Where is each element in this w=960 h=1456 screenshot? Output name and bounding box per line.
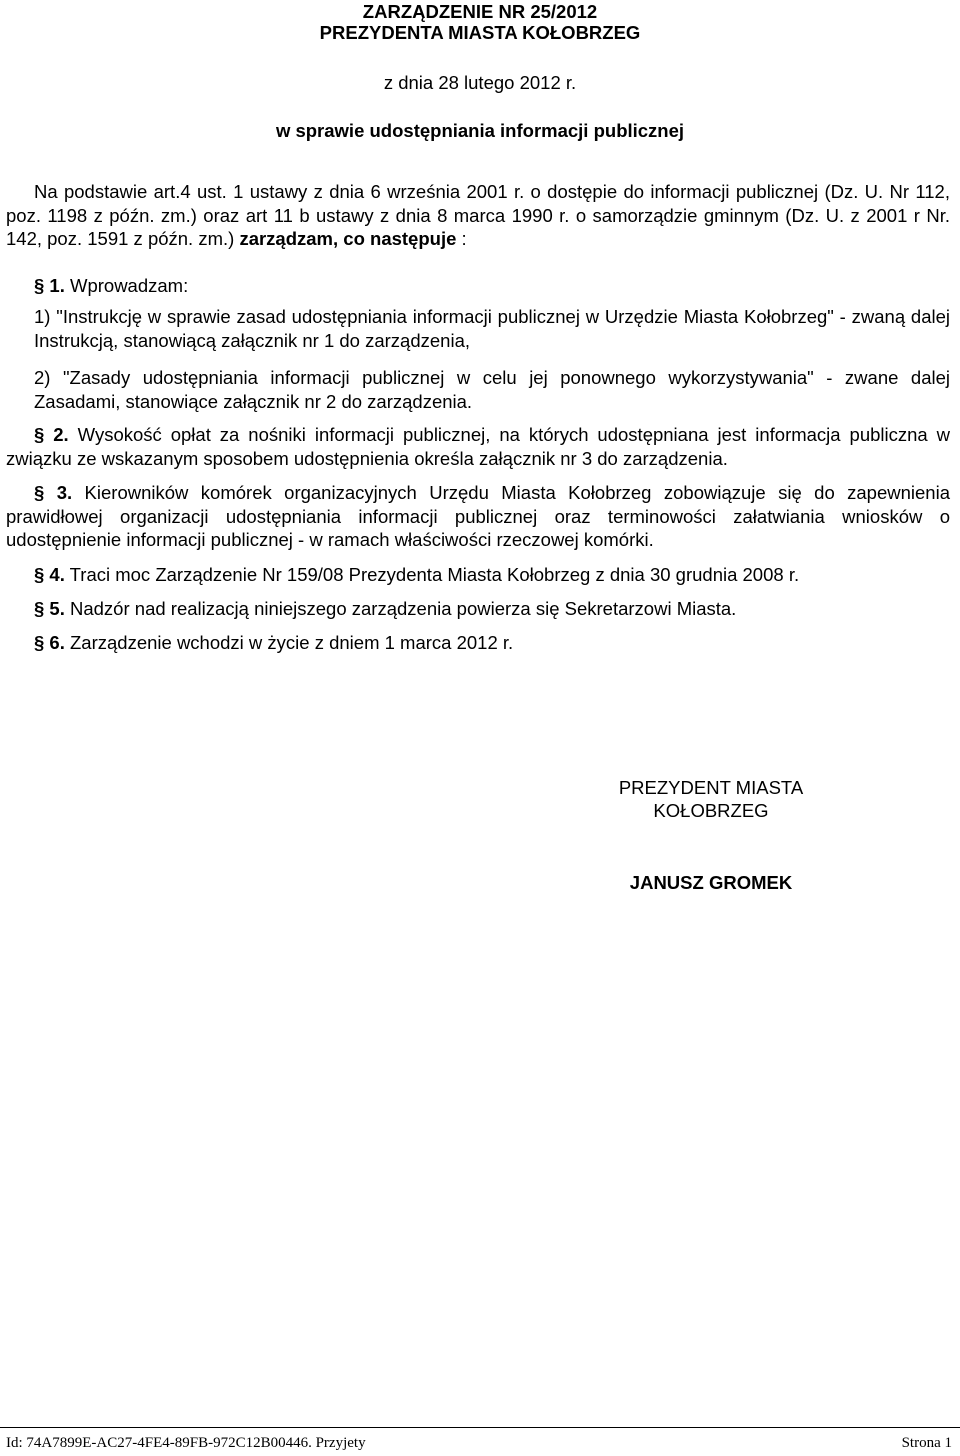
preamble-text: Na podstawie art.4 ust. 1 ustawy z dnia 6 września 2001 r. o dostępie do informacji publicznej (Dz. U. Nr 112, poz. 1198 z późn. zm.) oraz art 11 b ustawy z dnia 8 marca 1990 r. o samorządzie gminnym (Dz. U. z 2001 r Nr. 142, poz. 1591 z późn. zm.) xyxy=(6,181,950,249)
section-6 xyxy=(34,631,950,655)
section-5-text: Nadzór nad realizacją niniejszego zarządzenia powierza się Sekretarzowi Miasta. xyxy=(64,598,737,619)
signature-title-line1: PREZYDENT MIASTA xyxy=(618,777,804,798)
section-3-text: Kierowników komórek organizacyjnych Urzędu Miasta Kołobrzeg zobowiązuje się do zapewnienia prawidłowej organizacji udostępniania informacji publicznej oraz terminowości załatwiania wniosków o udostępnienie informacji publicznej - w ramach właściwości rzeczowej komórki. xyxy=(6,482,950,550)
preamble-bold: zarządzam, co następuje xyxy=(239,228,457,249)
section-1 xyxy=(34,274,950,298)
section-1-item-1: 1) "Instrukcję w sprawie zasad udostępniania informacji publicznej w Urzędzie Miasta Kołobrzeg" - zwaną dalej Instrukcją, stanowiącą załącznik nr 1 do zarządzenia, xyxy=(34,306,950,351)
section-4-number: § 4. xyxy=(34,564,65,585)
section-5 xyxy=(34,597,950,621)
section-5-number: § 5. xyxy=(34,598,65,619)
document-title-line1: ZARZĄDZENIE NR 25/2012 xyxy=(362,1,598,22)
footer-divider xyxy=(0,1427,960,1428)
section-6-number: § 6. xyxy=(34,632,65,653)
preamble-end: : xyxy=(456,228,467,249)
section-2-number: § 2. xyxy=(34,424,69,445)
section-4-text: Traci moc Zarządzenie Nr 159/08 Prezydenta Miasta Kołobrzeg z dnia 30 grudnia 2008 r. xyxy=(64,564,800,585)
section-2-text: Wysokość opłat za nośniki informacji publicznej, na których udostępniana jest informacja publiczna w związku ze wskazanym sposobem udostępnienia określa załącznik nr 3 do zarządzenia. xyxy=(6,424,951,469)
section-6-text: Zarządzenie wchodzi w życie z dniem 1 marca 2012 r. xyxy=(64,632,514,653)
section-3 xyxy=(6,481,950,552)
footer-document-id: Id: 74A7899E-AC27-4FE4-89FB-972C12B00446. Przyjety xyxy=(6,1435,366,1451)
document-subject: w sprawie udostępniania informacji publicznej xyxy=(275,120,685,141)
section-1-number: § 1. xyxy=(34,275,65,296)
footer-page-number: Strona 1 xyxy=(901,1435,952,1451)
document-title-line2: PREZYDENTA MIASTA KOŁOBRZEG xyxy=(319,22,641,43)
section-1-item-2: 2) "Zasady udostępniania informacji publicznej w celu jej ponownego wykorzystywania" - zwane dalej Zasadami, stanowiące załącznik nr 2 do zarządzenia. xyxy=(34,367,950,412)
signature-name: JANUSZ GROMEK xyxy=(629,872,793,893)
section-1-text: Wprowadzam: xyxy=(64,275,189,296)
document-date: z dnia 28 lutego 2012 r. xyxy=(383,72,577,93)
preamble xyxy=(6,180,950,251)
section-3-number: § 3. xyxy=(34,482,73,503)
section-2 xyxy=(6,423,950,470)
signature-title-line2: KOŁOBRZEG xyxy=(653,800,769,821)
section-4 xyxy=(34,563,950,587)
